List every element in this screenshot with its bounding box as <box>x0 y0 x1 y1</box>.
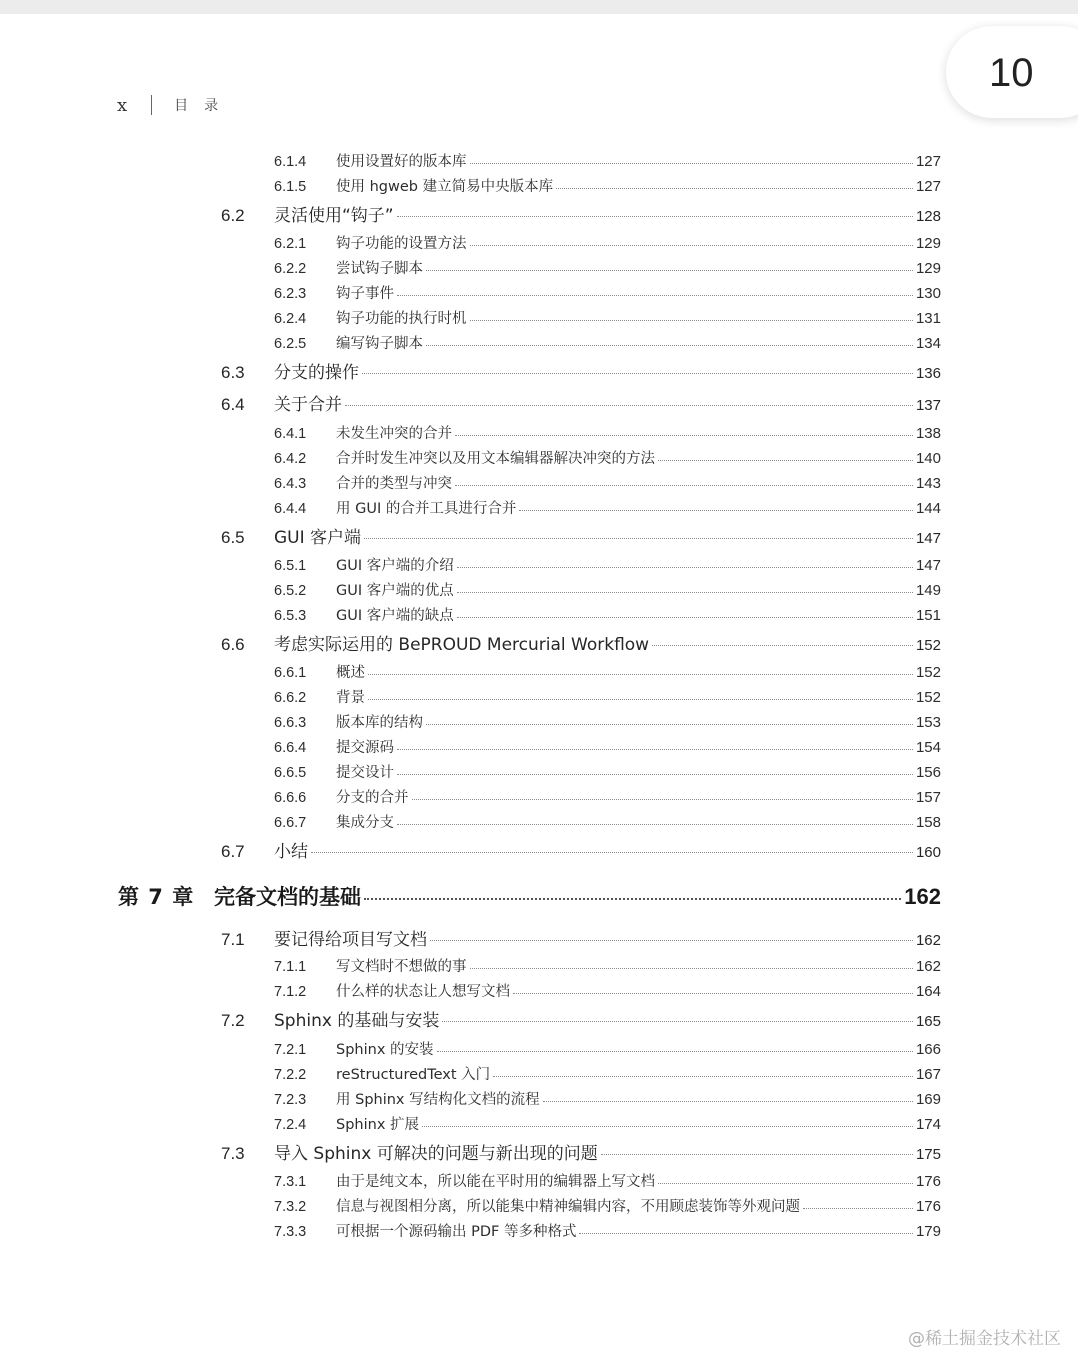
toc-leader-dots <box>455 485 913 486</box>
toc-entry-page: 166 <box>915 1041 941 1058</box>
toc-section-title: 关于合并 <box>274 395 342 415</box>
toc-entry-page: 127 <box>915 153 941 170</box>
toc-section <box>221 837 941 862</box>
toc-section-number: 6.7 <box>221 842 245 861</box>
toc-entry-title: 用 GUI 的合并工具进行合并 <box>336 501 517 517</box>
toc-entry-page: 131 <box>915 310 941 327</box>
toc-entry <box>274 1195 941 1216</box>
toc-section <box>221 1139 941 1164</box>
toc-entry-number: 6.2.1 <box>274 236 307 252</box>
toc-leader-dots <box>658 1183 913 1184</box>
toc-entry <box>274 150 941 171</box>
toc-entry-page: 129 <box>915 235 941 252</box>
toc-leader-dots <box>364 898 901 900</box>
toc-section-number: 6.3 <box>221 363 245 382</box>
toc-leader-dots <box>437 1051 913 1052</box>
toc-leader-dots <box>412 799 913 800</box>
toc-leader-dots <box>457 567 913 568</box>
page-number: 10 <box>989 51 1034 95</box>
toc-leader-dots <box>601 1154 913 1155</box>
toc-section-page: 147 <box>915 530 941 547</box>
toc-leader-dots <box>422 1126 913 1127</box>
toc-entry-number: 7.1.1 <box>274 959 307 975</box>
toc-section-page: 162 <box>915 932 941 949</box>
toc-leader-dots <box>455 435 913 436</box>
toc-entry-number: 6.6.7 <box>274 815 307 831</box>
toc-entry-number: 6.6.4 <box>274 740 307 756</box>
toc-entry-number: 6.1.4 <box>274 154 307 170</box>
toc-leader-dots <box>470 245 913 246</box>
toc-section-page: 136 <box>915 365 941 382</box>
toc-entry-page: 127 <box>915 178 941 195</box>
toc-entry <box>274 811 941 832</box>
toc-leader-dots <box>397 295 913 296</box>
toc-leader-dots <box>397 824 913 825</box>
toc-entry-title: 什么样的状态让人想写文档 <box>336 984 510 1000</box>
toc-entry-number: 7.3.1 <box>274 1174 307 1190</box>
toc-leader-dots <box>442 1021 913 1022</box>
toc-entry-title: 版本库的结构 <box>336 715 423 731</box>
toc-entry-number: 6.1.5 <box>274 179 307 195</box>
toc-entry-title: 信息与视图相分离，所以能集中精神编辑内容，不用顾虑装饰等外观问题 <box>336 1199 800 1215</box>
toc-entry-page: 152 <box>915 689 941 706</box>
toc-entry-number: 7.2.1 <box>274 1042 307 1058</box>
toc-entry-title: Sphinx 扩展 <box>336 1117 420 1133</box>
toc-leader-dots <box>543 1101 913 1102</box>
toc-entry-page: 153 <box>915 714 941 731</box>
toc-leader-dots <box>579 1233 913 1234</box>
toc-section-page: 165 <box>915 1013 941 1030</box>
toc-leader-dots <box>426 345 913 346</box>
toc-leader-dots <box>397 216 913 217</box>
toc-entry <box>274 1038 941 1059</box>
toc-entry <box>274 579 941 600</box>
toc-leader-dots <box>397 749 913 750</box>
toc-entry-page: 130 <box>915 285 941 302</box>
toc-entry-page: 144 <box>915 500 941 517</box>
toc-entry-number: 6.2.5 <box>274 336 307 352</box>
toc-entry-page: 138 <box>915 425 941 442</box>
toc-entry-number: 7.2.4 <box>274 1117 307 1133</box>
toc-leader-dots <box>519 510 913 511</box>
toc-entry-title: 钩子功能的执行时机 <box>336 311 467 327</box>
toc-entry <box>274 497 941 518</box>
toc-chapter-title: 完备文档的基础 <box>214 885 361 909</box>
toc-section-title: 考虑实际运用的 BePROUD Mercurial Workflow <box>274 635 650 655</box>
toc-entry-title: 由于是纯文本，所以能在平时用的编辑器上写文档 <box>336 1174 655 1190</box>
toc-section <box>221 390 941 415</box>
toc-entry-page: 179 <box>915 1223 941 1240</box>
toc-entry-page: 176 <box>915 1198 941 1215</box>
toc-entry-page: 157 <box>915 789 941 806</box>
toc-entry <box>274 422 941 443</box>
toc-entry <box>274 1113 941 1134</box>
toc-entry-title: 集成分支 <box>336 815 394 831</box>
toc-leader-dots <box>457 592 913 593</box>
toc-entry-number: 6.6.3 <box>274 715 307 731</box>
toc-section <box>221 925 941 950</box>
toc-entry-number: 7.2.2 <box>274 1067 307 1083</box>
toc-entry <box>274 332 941 353</box>
toc-section-number: 7.1 <box>221 930 245 949</box>
toc-entry-page: 169 <box>915 1091 941 1108</box>
toc-section <box>221 201 941 226</box>
toc-section-title: GUI 客户端 <box>274 528 362 548</box>
toc-leader-dots <box>493 1076 913 1077</box>
toc-entry-number: 7.3.2 <box>274 1199 307 1215</box>
toc-entry <box>274 786 941 807</box>
toc-entry <box>274 447 941 468</box>
toc-section-title: 小结 <box>274 842 308 862</box>
toc-leader-dots <box>362 373 913 374</box>
toc-leader-dots <box>368 699 913 700</box>
toc-entry <box>274 472 941 493</box>
toc-entry <box>274 1170 941 1191</box>
toc-entry-number: 6.4.4 <box>274 501 307 517</box>
toc-entry-number: 6.6.1 <box>274 665 307 681</box>
toc-entry-page: 151 <box>915 607 941 624</box>
toc-entry <box>274 282 941 303</box>
toc-entry-page: 164 <box>915 983 941 1000</box>
toc-entry-title: reStructuredText 入门 <box>336 1067 491 1083</box>
toc-section-title: 分支的操作 <box>274 363 359 383</box>
running-head-title: 目录 <box>174 98 235 114</box>
toc-entry-page: 129 <box>915 260 941 277</box>
toc-entry-title: GUI 客户端的介绍 <box>336 558 454 574</box>
toc-leader-dots <box>426 270 913 271</box>
toc-entry-page: 152 <box>915 664 941 681</box>
toc-leader-dots <box>470 320 913 321</box>
toc-entry-title: GUI 客户端的优点 <box>336 583 454 599</box>
toc-leader-dots <box>658 460 913 461</box>
toc-entry-title: 可根据一个源码输出 PDF 等多种格式 <box>336 1224 577 1240</box>
toc-section-number: 6.6 <box>221 635 245 654</box>
toc-leader-dots <box>652 645 913 646</box>
toc-leader-dots <box>311 852 913 853</box>
toc-entry-page: 156 <box>915 764 941 781</box>
toc-leader-dots <box>513 993 913 994</box>
toc-entry-title: 合并时发生冲突以及用文本编辑器解决冲突的方法 <box>336 451 655 467</box>
toc-entry-title: 编写钩子脚本 <box>336 336 423 352</box>
toc-leader-dots <box>470 163 913 164</box>
toc-section-number: 6.2 <box>221 206 245 225</box>
toc-entry-number: 7.3.3 <box>274 1224 307 1240</box>
toc-entry-number: 6.5.3 <box>274 608 307 624</box>
toc-entry-title: 写文档时不想做的事 <box>336 959 467 975</box>
toc-section-page: 160 <box>915 844 941 861</box>
toc-entry <box>274 736 941 757</box>
toc-entry-number: 6.4.3 <box>274 476 307 492</box>
toc-entry-title: 用 Sphinx 写结构化文档的流程 <box>336 1092 540 1108</box>
toc-entry-page: 149 <box>915 582 941 599</box>
toc-entry-title: 尝试钩子脚本 <box>336 261 423 277</box>
toc-entry <box>274 257 941 278</box>
toc-entry-number: 6.5.2 <box>274 583 307 599</box>
toc-entry-title: 使用设置好的版本库 <box>336 154 467 170</box>
toc-entry <box>274 955 941 976</box>
toc-entry-number: 6.6.6 <box>274 790 307 806</box>
toc-entry-number: 6.4.1 <box>274 426 307 442</box>
toc-section-title: Sphinx 的基础与安装 <box>274 1011 440 1031</box>
toc-entry <box>274 1220 941 1241</box>
toc-section-number: 6.5 <box>221 528 245 547</box>
toc-entry-number: 6.5.1 <box>274 558 307 574</box>
toc-entry <box>274 980 941 1001</box>
toc-entry <box>274 1088 941 1109</box>
toc-entry <box>274 232 941 253</box>
toc-entry <box>274 686 941 707</box>
toc-section <box>221 630 941 655</box>
toc-entry-number: 6.6.5 <box>274 765 307 781</box>
toc-entry-title: 未发生冲突的合并 <box>336 426 452 442</box>
toc-entry <box>274 307 941 328</box>
toc-entry <box>274 604 941 625</box>
toc-entry-page: 158 <box>915 814 941 831</box>
toc-leader-dots <box>426 724 913 725</box>
toc-entry <box>274 761 941 782</box>
toc-entry <box>274 711 941 732</box>
toc-chapter <box>118 881 941 911</box>
toc-entry-page: 167 <box>915 1066 941 1083</box>
toc-leader-dots <box>556 188 913 189</box>
toc-entry <box>274 1063 941 1084</box>
toc-section <box>221 523 941 548</box>
toc-leader-dots <box>397 774 913 775</box>
toc-entry-title: 合并的类型与冲突 <box>336 476 452 492</box>
toc-section-number: 6.4 <box>221 395 245 414</box>
toc-entry-page: 176 <box>915 1173 941 1190</box>
toc-entry <box>274 175 941 196</box>
toc-entry-title: 提交源码 <box>336 740 394 756</box>
toc-entry <box>274 554 941 575</box>
toc-entry-title: 提交设计 <box>336 765 394 781</box>
toc-entry-number: 6.4.2 <box>274 451 307 467</box>
toc-leader-dots <box>368 674 913 675</box>
toc-entry-page: 140 <box>915 450 941 467</box>
toc-leader-dots <box>457 617 913 618</box>
toc-section-title: 灵活使用“钩子” <box>274 206 394 226</box>
toc-section <box>221 358 941 383</box>
toc-entry-title: 钩子功能的设置方法 <box>336 236 467 252</box>
toc-section-page: 128 <box>915 208 941 225</box>
toc-entry-title: 背景 <box>336 690 365 706</box>
toc-section-page: 175 <box>915 1146 941 1163</box>
toc-entry-number: 7.2.3 <box>274 1092 307 1108</box>
toc-entry-page: 154 <box>915 739 941 756</box>
toc-entry-number: 7.1.2 <box>274 984 307 1000</box>
toc-entry-number: 6.2.4 <box>274 311 307 327</box>
toc-leader-dots <box>803 1208 913 1209</box>
toc-chapter-number: 第 7 章 <box>118 885 195 909</box>
running-head-page-letter: x <box>117 94 128 116</box>
toc-leader-dots <box>470 968 913 969</box>
toc-entry-page: 147 <box>915 557 941 574</box>
toc-section-title: 导入 Sphinx 可解决的问题与新出现的问题 <box>274 1144 598 1164</box>
toc-entry-page: 162 <box>915 958 941 975</box>
toc-section-number: 7.3 <box>221 1144 245 1163</box>
toc-entry-title: Sphinx 的安装 <box>336 1042 434 1058</box>
toc-entry-number: 6.2.3 <box>274 286 307 302</box>
toc-entry-page: 143 <box>915 475 941 492</box>
watermark: @稀土掘金技术社区 <box>908 1329 1061 1349</box>
toc-entry-number: 6.2.2 <box>274 261 307 277</box>
toc-entry-title: 钩子事件 <box>336 286 394 302</box>
toc-chapter-page: 162 <box>904 884 941 909</box>
toc-entry-title: GUI 客户端的缺点 <box>336 608 454 624</box>
toc-section-title: 要记得给项目写文档 <box>274 930 427 950</box>
toc-leader-dots <box>345 405 913 406</box>
toc-entry-title: 分支的合并 <box>336 790 409 806</box>
toc-entry <box>274 661 941 682</box>
toc-entry-title: 使用 hgweb 建立简易中央版本库 <box>336 179 554 195</box>
toc-entry-title: 概述 <box>336 665 365 681</box>
toc-section-page: 137 <box>915 397 941 414</box>
toc-entry-page: 174 <box>915 1116 941 1133</box>
toc-section <box>221 1006 941 1031</box>
toc-section-page: 152 <box>915 637 941 654</box>
toc-leader-dots <box>430 940 913 941</box>
toc-entry-page: 134 <box>915 335 941 352</box>
toc-section-number: 7.2 <box>221 1011 245 1030</box>
toc-entry-number: 6.6.2 <box>274 690 307 706</box>
toc-leader-dots <box>364 538 913 539</box>
